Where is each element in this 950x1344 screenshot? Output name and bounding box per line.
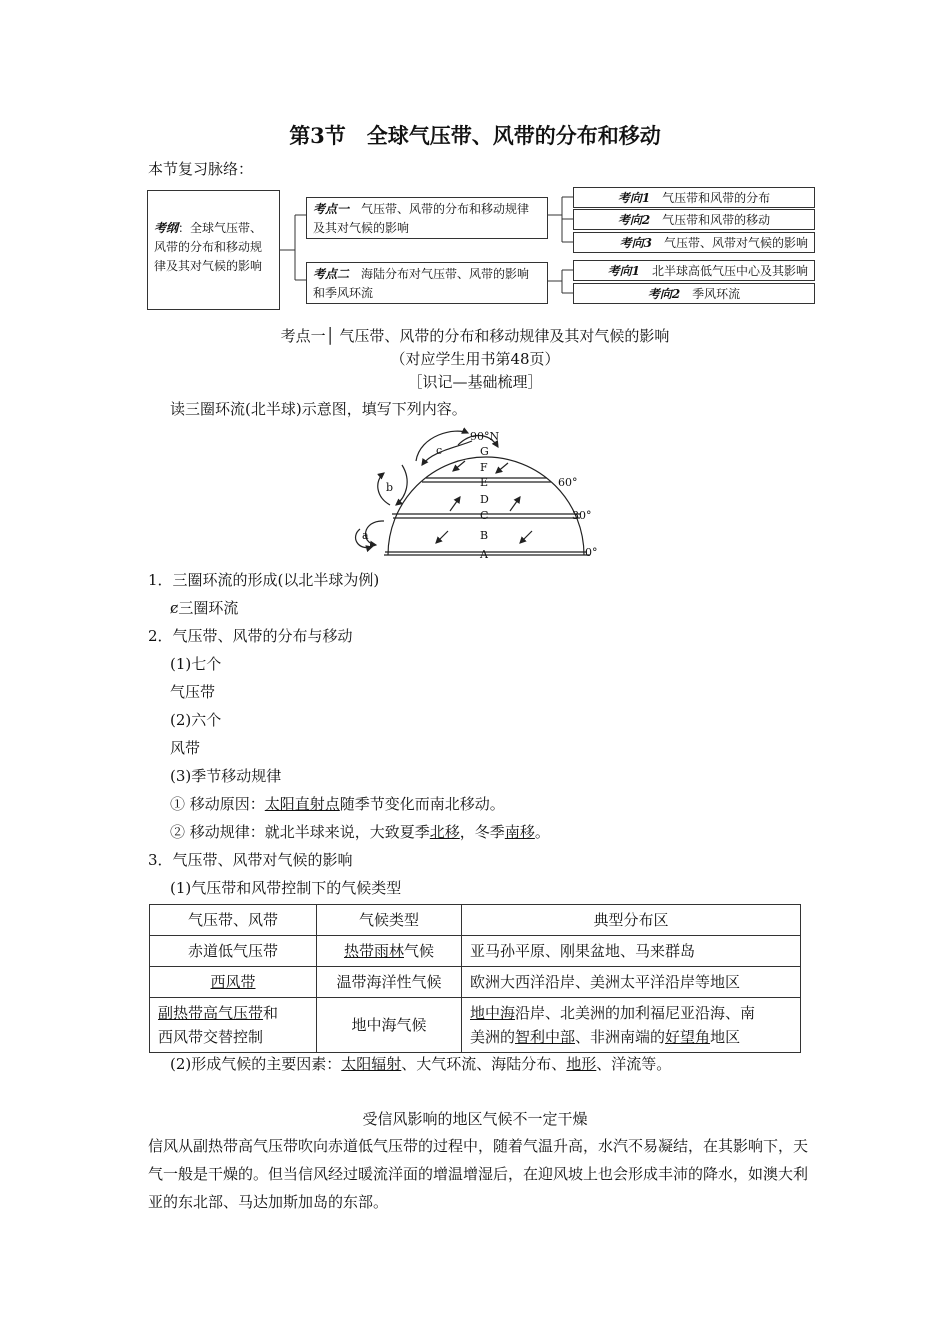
factors-post: 、洋流等。 bbox=[596, 1055, 672, 1073]
table-header: 典型分布区 bbox=[462, 905, 801, 936]
table-cell: 地中海气候 bbox=[317, 998, 462, 1053]
table-row bbox=[150, 967, 801, 998]
outline-dir1-prefix: 考向1 bbox=[617, 191, 651, 205]
table-cell-answer: 地中海 bbox=[470, 1004, 516, 1022]
table-cell-text: 气候 bbox=[404, 942, 435, 960]
outline-main-text: ：全球气压带、风带的分布和移动规律及其对气候的影响 bbox=[154, 221, 263, 273]
table-cell-text: 美洲的 bbox=[470, 1028, 516, 1046]
outline-dir2-box bbox=[573, 209, 815, 230]
table-cell bbox=[317, 936, 462, 967]
table-cell-text: 西风带交替控制 bbox=[158, 1028, 264, 1046]
outline-point1-box bbox=[306, 197, 548, 239]
zone-E: E bbox=[480, 476, 489, 489]
table-header: 气压带、风带 bbox=[150, 905, 317, 936]
section-heading: 考点一│ 气压带、风带的分布和移动规律及其对气候的影响 bbox=[280, 327, 670, 345]
item-2-1: (1)七个 bbox=[170, 655, 222, 673]
outline-dir4-box bbox=[573, 260, 815, 281]
cell-a-label: a bbox=[362, 529, 369, 542]
table-cell: 温带海洋性气候 bbox=[317, 967, 462, 998]
item-2-3a-pre: ① 移动原因： bbox=[170, 795, 265, 813]
lat-30-label: 30° bbox=[572, 509, 592, 522]
zone-B: B bbox=[480, 529, 489, 542]
table-cell-text: 和 bbox=[263, 1004, 279, 1022]
item-2-3: (3)季节移动规律 bbox=[170, 767, 282, 785]
outline-point2-text: 海陆分布对气压带、风带的影响和季风环流 bbox=[313, 267, 530, 300]
item-2-3b-post: 。 bbox=[534, 823, 550, 841]
outline-dir2-prefix: 考向2 bbox=[617, 213, 651, 227]
table-row bbox=[150, 936, 801, 967]
zone-C: C bbox=[480, 509, 489, 522]
cell-c-label: c bbox=[436, 444, 443, 457]
zone-G: G bbox=[480, 445, 489, 458]
item-2-3a bbox=[170, 793, 505, 814]
outline-dir5-prefix: 考向2 bbox=[647, 287, 681, 301]
table-row bbox=[150, 998, 801, 1053]
item-2-3b-answer2: 南移 bbox=[504, 823, 535, 841]
item-2: 2．气压带、风带的分布与移动 bbox=[148, 627, 353, 645]
item-2-3b-answer1: 北移 bbox=[429, 823, 460, 841]
zone-F: F bbox=[480, 461, 488, 474]
climate-factors bbox=[170, 1053, 671, 1074]
outline-dir3-prefix: 考向3 bbox=[619, 236, 652, 250]
factors-answer2: 地形 bbox=[566, 1055, 597, 1073]
outline-point1-prefix: 考点一 bbox=[313, 202, 350, 216]
table-cell: 欧洲大西洋沿岸、美洲太平洋沿岸等地区 bbox=[462, 967, 801, 998]
table-header-row bbox=[150, 905, 801, 936]
lat-90-label: 90°N bbox=[470, 430, 500, 443]
table-cell-answer: 智利中部 bbox=[515, 1028, 576, 1046]
outline-dir4-text: 北半球高低气压中心及其影响 bbox=[639, 264, 808, 278]
note-title: 受信风影响的地区气候不一定干燥 bbox=[362, 1110, 588, 1128]
outline-point2-prefix: 考点二 bbox=[313, 267, 350, 281]
zone-D: D bbox=[480, 493, 489, 506]
item-2-3b-mid: ，冬季 bbox=[459, 823, 505, 841]
item-1: 1．三圈环流的形成(以北半球为例) bbox=[148, 571, 380, 589]
outline-point2-box bbox=[306, 262, 548, 304]
table-cell-answer: 热带雨林 bbox=[343, 942, 404, 960]
item-2-3b-pre: ② 移动规律：就北半球来说，大致夏季 bbox=[170, 823, 430, 841]
outline-point1-text: 气压带、风带的分布和移动规律及其对气候的影响 bbox=[313, 202, 530, 235]
outline-main-prefix: 考纲 bbox=[154, 221, 179, 235]
item-2-3a-post: 随季节变化而南北移动。 bbox=[339, 795, 505, 813]
outline-dir5-text: 季风环流 bbox=[680, 287, 741, 301]
table-cell: 赤道低气压带 bbox=[150, 936, 317, 967]
outline-dir2-text: 气压带和风带的移动 bbox=[650, 213, 771, 227]
outline-dir4-prefix: 考向1 bbox=[607, 264, 640, 278]
outline-main-box bbox=[147, 190, 280, 310]
instruction: 读三圈环流(北半球)示意图，填写下列内容。 bbox=[170, 400, 467, 418]
page-title: 第3节 全球气压带、风带的分布和移动 bbox=[289, 123, 661, 148]
lat-60-label: 60° bbox=[558, 476, 578, 489]
item-2-1b: 气压带 bbox=[170, 683, 216, 701]
factors-mid: 、大气环流、海陆分布、 bbox=[401, 1055, 567, 1073]
table-cell-answer: 副热带高气压带 bbox=[158, 1004, 264, 1022]
section-intro: 本节复习脉络： bbox=[148, 160, 254, 178]
table-cell bbox=[150, 998, 317, 1053]
table-header: 气候类型 bbox=[317, 905, 462, 936]
table-cell bbox=[462, 998, 801, 1053]
factors-answer1: 太阳辐射 bbox=[341, 1055, 402, 1073]
item-2-2: (2)六个 bbox=[170, 711, 222, 729]
outline-dir1-text: 气压带和风带的分布 bbox=[650, 191, 771, 205]
cell-b-label: b bbox=[386, 481, 394, 494]
outline-dir1-box bbox=[573, 187, 815, 208]
outline-dir3-text: 气压带、风带对气候的影响 bbox=[651, 236, 808, 250]
section-page-ref: （对应学生用书第48页） bbox=[390, 350, 560, 368]
table-cell bbox=[150, 967, 317, 998]
lat-0-label: 0° bbox=[585, 546, 598, 559]
item-3: 3．气压带、风带对气候的影响 bbox=[148, 851, 353, 869]
climate-table bbox=[149, 904, 801, 1053]
note-body: 信风从副热带高气压带吹向赤道低气压带的过程中，随着气温升高，水汽不易凝结，在其影响下，天气一般是干燥的。但当信风经过暖流洋面的增温增湿后，在迎风坡上也会形成丰沛的降水，如澳大利亚的东北部、马达加斯加岛的东部。 bbox=[148, 1137, 809, 1211]
section-subheading: ［识记—基础梳理］ bbox=[407, 373, 543, 391]
three-cell-diagram bbox=[340, 425, 620, 565]
outline-dir3-box bbox=[573, 232, 815, 253]
item-3-1: (1)气压带和风带控制下的气候类型 bbox=[170, 879, 402, 897]
table-cell-text: 、非洲南端的 bbox=[575, 1028, 666, 1046]
zone-A: A bbox=[480, 548, 488, 561]
table-cell-text: 沿岸、北美洲的加利福尼亚沿海、南 bbox=[515, 1004, 756, 1022]
table-cell-text: 地区 bbox=[710, 1028, 741, 1046]
table-cell-answer: 西风带 bbox=[210, 973, 256, 991]
table-cell: 亚马孙平原、刚果盆地、马来群岛 bbox=[462, 936, 801, 967]
item-2-2b: 风带 bbox=[170, 739, 201, 757]
item-2-3a-answer: 太阳直射点 bbox=[264, 795, 340, 813]
table-cell-answer: 好望角 bbox=[665, 1028, 711, 1046]
item-2-3b bbox=[170, 821, 550, 842]
item-1-sub: ȼ三圈环流 bbox=[170, 599, 239, 617]
outline-dir5-box bbox=[573, 283, 815, 304]
factors-pre: (2)形成气候的主要因素： bbox=[170, 1055, 342, 1073]
